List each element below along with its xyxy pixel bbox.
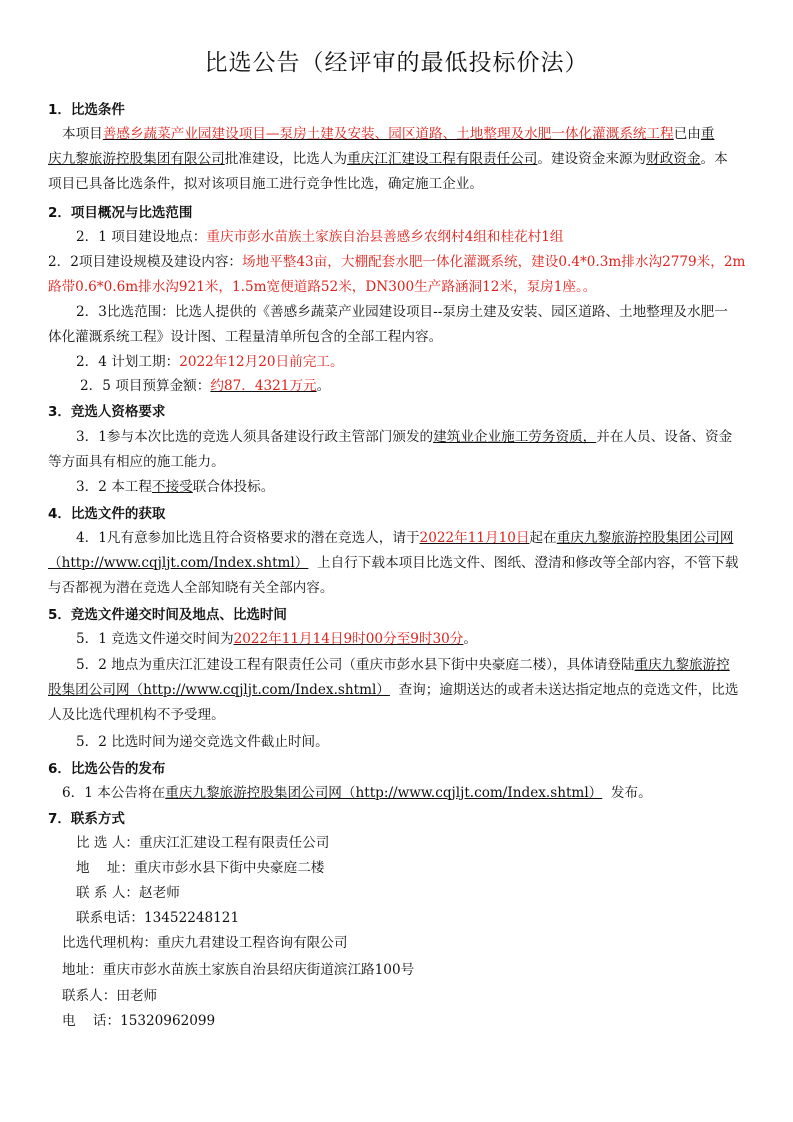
s4-line-1: [76, 529, 733, 547]
s2-scale-line-2: 路带0.6*0.6m排水沟921米，1.5m宽便道路52米，DN300生产路涵洞12米，泵房1座。。: [48, 279, 597, 295]
section-1-heading: 1．比选条件: [48, 102, 125, 118]
location-value: 彭水苗族土家族自治县善感乡农纲村4组和桂花村1组: [247, 229, 564, 245]
s3-text: 3．1参与本次比选的竞选人须具备建设行政主管部门颁发的: [76, 429, 434, 445]
s4-line-3: 与否都视为潜在竞选人全部知晓有关全部内容。: [48, 580, 334, 596]
s3-line-3: [76, 478, 274, 496]
s2-location: [76, 228, 564, 246]
website-link[interactable]: 重庆九黎旅游控: [634, 657, 730, 673]
duration-value: 2022年12月20日前完工。: [179, 354, 344, 370]
contact-address: 地 址：重庆市彭水县下街中央豪庭二楼: [76, 860, 325, 876]
s3-text: 联合体投标。: [192, 479, 275, 495]
s3-text: 3．2 本工程: [76, 479, 152, 495]
bidder-name: 重庆江汇建设工程有限责任公司: [347, 151, 538, 167]
s5-text: 5．2 地点为重庆江汇建设工程有限责任公司（重庆市彭水县下街中央豪庭二楼），具体请登陆: [76, 657, 635, 673]
s1-text: 。建设资金来源为: [537, 151, 647, 167]
section-6-heading: 6．比选公告的发布: [48, 761, 166, 777]
website-link[interactable]: 重庆九黎旅游控股集团公司网（http://www.cqjljt.com/Index.shtml）: [165, 785, 603, 801]
s3-text: 并在人员、设备、资金: [596, 429, 733, 445]
qualification: 建筑业企业施工劳务资质，: [433, 429, 597, 445]
scale-label: 2．2项目建设规模及建设内容：: [48, 254, 243, 270]
s1-text: 本项目: [62, 126, 103, 142]
s5-text: 查询；逾期送达的或者未送达指定地点的竞选文件，比选: [398, 682, 739, 698]
contact-person: 联 系 人：赵老师: [76, 885, 180, 901]
duration-label: 2．4 计划工期：: [76, 354, 180, 370]
contact-phone: 联系电话：13452248121: [76, 910, 240, 926]
project-name: 善感乡蔬菜产业园建设项目—泵房土建及安装、园区道路、土地整理及水肥一体化灌溉系统工程: [102, 126, 674, 142]
s5-line-4: 人及比选代理机构不予受理。: [48, 707, 225, 723]
s5-line-5: 5．2 比选时间为递交竞选文件截止时间。: [76, 734, 329, 750]
location-prefix: 重庆市: [206, 229, 248, 245]
s5-line-1: [76, 630, 477, 648]
budget-value: 约87．4321万元: [210, 378, 317, 394]
s4-text: 4．1凡有意参加比选且符合资格要求的潜在竞选人，请于: [76, 530, 420, 546]
s1-line-2: [48, 150, 728, 168]
download-date: 2022年11月10日: [419, 530, 530, 546]
consortium-not-accepted: 不接受: [152, 479, 193, 495]
s6-text: 发布。: [610, 785, 652, 801]
agency-phone: 电 话：15320962099: [62, 1013, 216, 1029]
budget-end: 。: [316, 378, 331, 394]
owner-name: 重: [700, 126, 715, 142]
s4-line-2: [48, 554, 738, 572]
s4-text: 起在: [529, 530, 557, 546]
location-label: 2．1 项目建设地点：: [76, 229, 207, 245]
website-link[interactable]: 重庆九黎旅游控股集团公司网: [556, 530, 734, 546]
s2-scope-line-2: 体化灌溉系统工程》设计图、工程量清单所包含的全部工程内容。: [48, 329, 443, 345]
s2-budget: [80, 377, 330, 395]
agency-address: 地址：重庆市彭水苗族土家族自治县绍庆街道滨江路100号: [62, 962, 415, 978]
s2-scope-line-1: 2．3比选范围：比选人提供的《善感乡蔬菜产业园建设项目--泵房土建及安装、园区道路、土地整理及水肥一: [76, 304, 728, 320]
s1-text: 。本: [700, 151, 728, 167]
s6-line-1: [62, 784, 652, 802]
website-link[interactable]: 股集团公司网（http://www.cqjljt.com/Index.shtml）: [48, 682, 390, 698]
s3-line-1: [76, 428, 732, 446]
s5-line-3: [48, 681, 738, 699]
agency-contact: 联系人：田老师: [62, 988, 158, 1004]
section-7-heading: 7．联系方式: [48, 811, 125, 827]
s1-line-1: [62, 125, 715, 143]
website-url[interactable]: （http://www.cqjljt.com/Index.shtml）: [48, 555, 309, 571]
s5-text: 。: [463, 631, 477, 647]
page-title: 比选公告（经评审的最低投标价法）: [204, 50, 589, 76]
budget-label: 2．5 项目预算金额：: [80, 378, 211, 394]
section-2-heading: 2．项目概况与比选范围: [48, 205, 193, 221]
s4-text: 上自行下载本项目比选文件、图纸、澄清和修改等全部内容，不管下载: [317, 555, 739, 571]
s5-text: 5．1 竞选文件递交时间为: [76, 631, 234, 647]
s3-line-2: 等方面具有相应的施工能力。: [48, 454, 225, 470]
submission-time: 2022年11月14日9时00分至9时30分: [233, 631, 464, 647]
fund-source: 财政资金: [646, 151, 701, 167]
owner-name: 庆九黎旅游控股集团有限公司: [48, 151, 225, 167]
s1-line-3: 项目已具备比选条件，拟对该项目施工进行竞争性比选，确定施工企业。: [48, 176, 483, 192]
s2-scale-line-1: [48, 253, 745, 271]
section-3-heading: 3．竞选人资格要求: [48, 404, 166, 420]
agency-name: 比选代理机构：重庆九君建设工程咨询有限公司: [62, 935, 348, 951]
section-5-heading: 5．竞选文件递交时间及地点、比选时间: [48, 607, 287, 623]
s6-text: 6．1 本公告将在: [62, 785, 166, 801]
s2-duration: [76, 353, 344, 371]
s1-text: 已由: [673, 126, 701, 142]
s1-text: 批准建设，比选人为: [224, 151, 348, 167]
section-4-heading: 4．比选文件的获取: [48, 506, 166, 522]
scale-value: 场地平整43亩，大棚配套水肥一体化灌溉系统，建设0.4*0.3m排水沟2779米，2m: [242, 254, 746, 270]
contact-bidder: 比 选 人：重庆江汇建设工程有限责任公司: [76, 835, 330, 851]
s5-line-2: [76, 656, 730, 674]
